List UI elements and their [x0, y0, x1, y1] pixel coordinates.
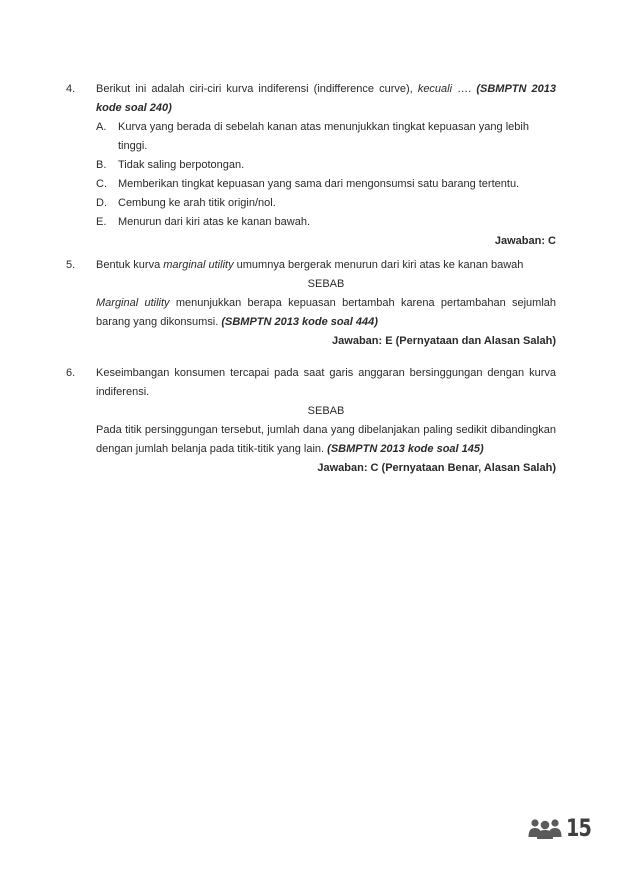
question-stem	[96, 80, 556, 118]
answer-key: Jawaban: E (Pernyataan dan Alasan Salah)	[332, 335, 556, 347]
reason-text: menunjukkan berapa kepuasan bertambah karena pertambahan sejumlah barang yang dikonsumsi.	[96, 297, 556, 328]
option-text: Kurva yang berada di sebelah kanan atas menunjukkan tingkat kepuasan yang lebih tinggi.	[118, 121, 529, 152]
question-source: (SBMPTN 2013 kode soal 444)	[221, 316, 378, 328]
question-reason	[96, 294, 556, 332]
stem-pre: Bentuk kurva	[96, 259, 161, 271]
people-group-icon	[528, 817, 562, 839]
question-6	[66, 364, 556, 478]
question-number: 6.	[66, 367, 76, 379]
option-letter: A.	[96, 121, 107, 133]
option-letter: D.	[96, 197, 107, 209]
option-a	[96, 118, 556, 156]
stem-post: umumnya bergerak menurun dari kiri atas ke kanan bawah	[236, 259, 524, 271]
question-5	[66, 256, 556, 351]
option-letter: C.	[96, 178, 107, 190]
option-d	[96, 194, 556, 213]
question-4	[66, 80, 556, 251]
option-e	[96, 213, 556, 232]
options-list	[96, 118, 556, 232]
option-text: Menurun dari kiri atas ke kanan bawah.	[118, 216, 310, 228]
question-source: (SBMPTN 2013 kode soal 145)	[327, 443, 484, 455]
question-number: 5.	[66, 259, 76, 271]
question-body	[96, 256, 556, 351]
stem-text: Berikut ini adalah ciri-ciri kurva indiferensi (indifference curve),	[96, 83, 413, 95]
question-reason	[96, 421, 556, 459]
stem-italic: marginal utility	[163, 259, 234, 271]
option-letter: E.	[96, 216, 107, 228]
option-text: Tidak saling berpotongan.	[118, 159, 245, 171]
option-text: Cembung ke arah titik origin/nol.	[118, 197, 276, 209]
answer-key: Jawaban: C	[494, 235, 556, 247]
connector-sebab: SEBAB	[307, 405, 345, 417]
question-body	[96, 80, 556, 251]
page-footer	[528, 814, 592, 842]
page-number: 15	[566, 814, 592, 842]
connector-sebab: SEBAB	[307, 278, 345, 290]
question-statement	[96, 256, 556, 275]
reason-text: Pada titik persinggungan tersebut, jumlah dana yang dibelanjakan paling sedikit dibandingkan dengan jumlah belanja pada titik-titik yang lain.	[96, 424, 556, 455]
question-source: (SBMPTN 2013 kode soal 240)	[96, 83, 557, 114]
option-text: Memberikan tingkat kepuasan yang sama dari mengonsumsi satu barang tertentu.	[118, 178, 520, 190]
reason-italic: Marginal utility	[96, 297, 170, 309]
question-number: 4.	[66, 83, 76, 95]
option-c	[96, 175, 556, 194]
stem-tail: ….	[457, 83, 472, 95]
answer-key: Jawaban: C (Pernyataan Benar, Alasan Salah)	[317, 462, 556, 474]
option-b	[96, 156, 556, 175]
option-letter: B.	[96, 159, 107, 171]
question-statement: Keseimbangan konsumen tercapai pada saat garis anggaran bersinggungan dengan kurva indiferensi.	[96, 367, 556, 398]
question-body	[96, 364, 556, 478]
stem-italic: kecuali	[417, 83, 453, 95]
